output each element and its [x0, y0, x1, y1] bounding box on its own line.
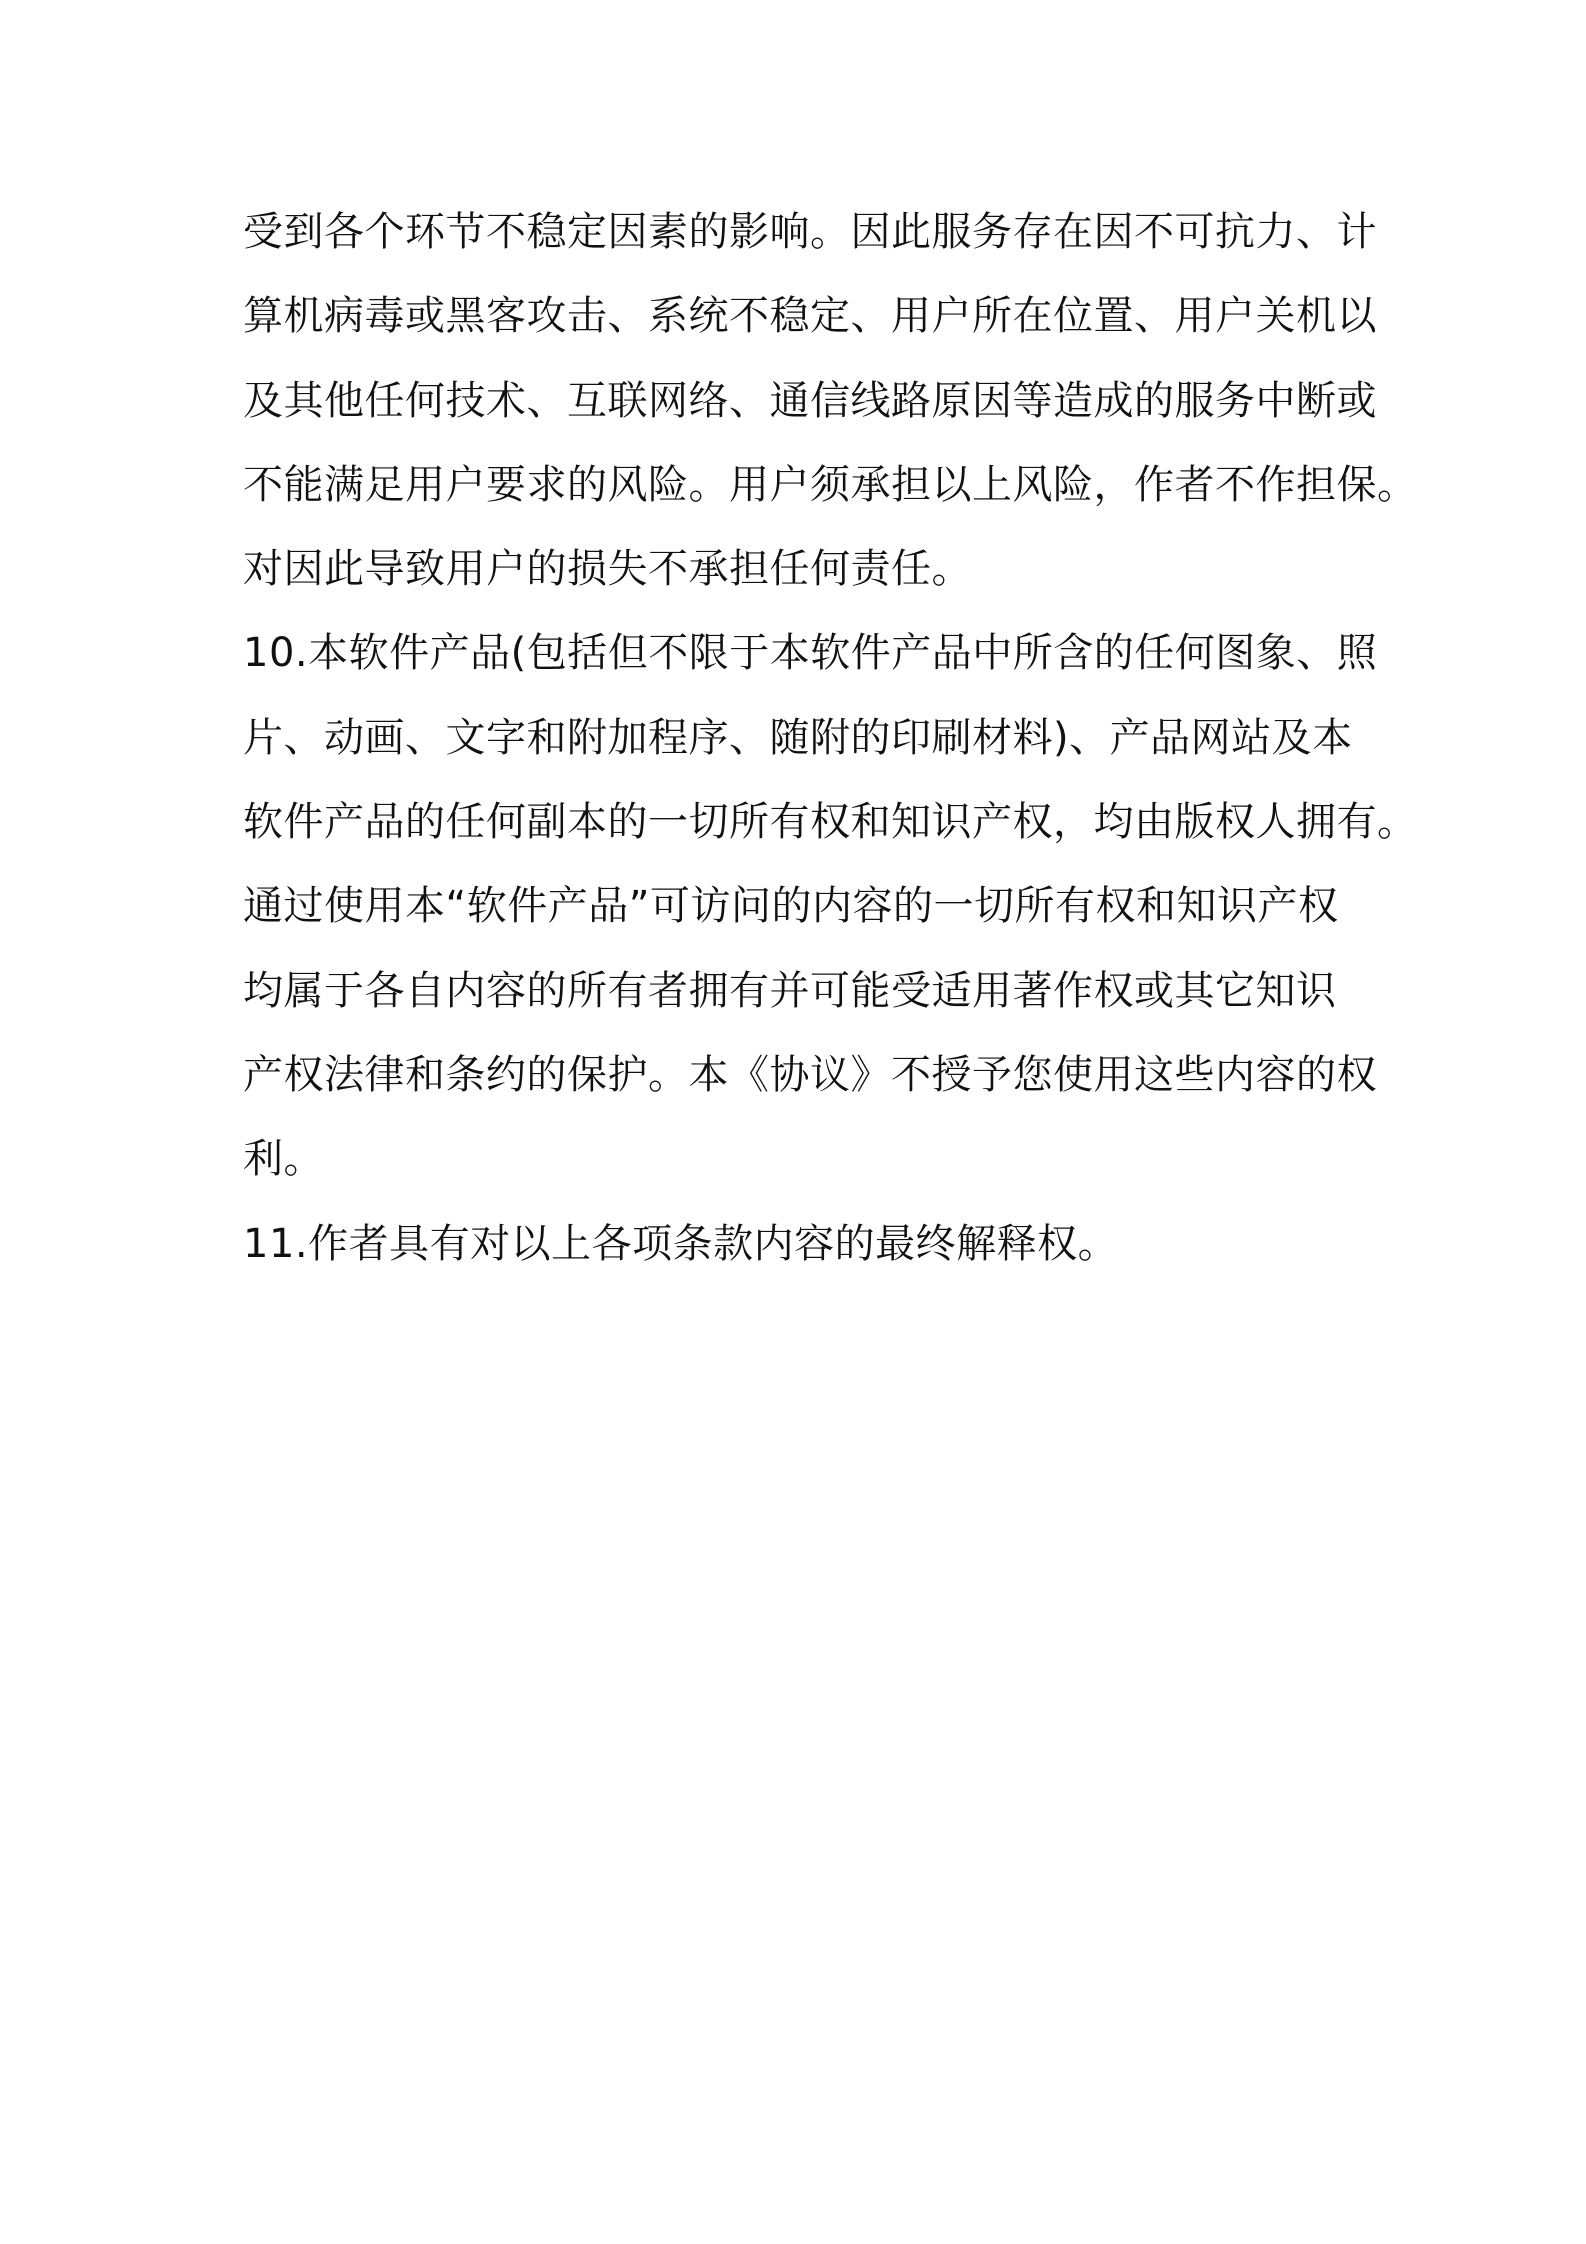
text-line: 对因此导致用户的损失不承担任何责任。 — [243, 546, 972, 593]
text-line: 及其他任何技术、互联网络、通信线路原因等造成的服务中断或 — [243, 377, 1377, 424]
clause-11-line: 11.作者具有对以上各项条款内容的最终解释权。 — [243, 1220, 1119, 1267]
text-line: 片、动画、文字和附加程序、随附的印刷材料)、产品网站及本 — [243, 714, 1353, 761]
text-line: 产权法律和条约的保护。本《协议》不授予您使用这些内容的权 — [243, 1051, 1377, 1098]
text-line: 利。 — [243, 1136, 324, 1183]
text-line: 算机病毒或黑客攻击、系统不稳定、用户所在位置、用户关机以 — [243, 293, 1377, 340]
text-line: 通过使用本“软件产品”可访问的内容的一切所有权和知识产权 — [243, 883, 1339, 930]
agreement-text — [243, 190, 1418, 1286]
text-line: 均属于各自内容的所有者拥有并可能受适用著作权或其它知识 — [243, 967, 1337, 1014]
text-line: 受到各个环节不稳定因素的影响。因此服务存在因不可抗力、计 — [243, 209, 1377, 255]
text-line: 不能满足用户要求的风险。用户须承担以上风险，作者不作担保。 — [243, 461, 1418, 508]
clause-10-line: 10.本软件产品(包括但不限于本软件产品中所含的任何图象、照 — [243, 630, 1378, 677]
text-line: 软件产品的任何副本的一切所有权和知识产权，均由版权人拥有。 — [243, 799, 1418, 846]
